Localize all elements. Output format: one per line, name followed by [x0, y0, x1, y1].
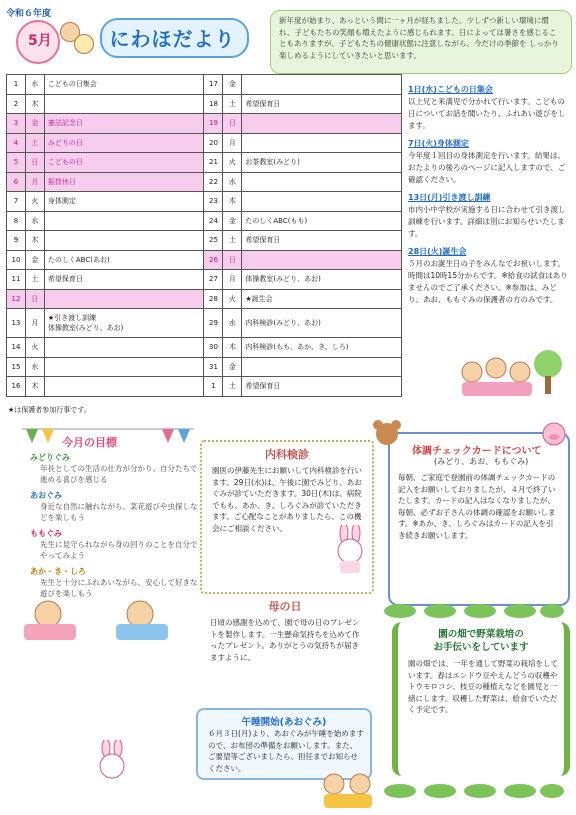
goal-class-name: みどりぐみ [30, 453, 70, 462]
title-banner [100, 18, 245, 54]
calendar-cell [242, 172, 402, 192]
calendar-cell: 20 [204, 133, 223, 153]
bunny-icon [92, 740, 132, 784]
calendar-cell: 憲法記念日 [44, 114, 204, 134]
calendar-cell [44, 338, 204, 358]
health-card-subtitle: (みどり、あお、ももぐみ) [434, 457, 529, 466]
calendar-row [7, 289, 402, 309]
children-writing-illustration-icon [14, 598, 190, 642]
header-logo-area [4, 4, 96, 70]
goal-class-name: あおぐみ [30, 491, 62, 500]
calendar-cell: 土 [223, 94, 242, 114]
notice-title: 7日(火)身体測定 [408, 139, 469, 148]
calendar-note: ★は保護者参加行事です。 [8, 406, 91, 414]
notice-title: 13日(月)引き渡し訓練 [408, 193, 491, 202]
bunny-nurse-icon [330, 525, 370, 575]
pea-pods-icon [380, 780, 566, 802]
notice-title: 28日(火)誕生会 [408, 247, 467, 256]
goal-text: 先生に見守られながら身の回りのことを自分でやってみよう [40, 540, 198, 560]
calendar-cell [44, 231, 204, 251]
goals-title: 今月の目標 [62, 436, 117, 449]
pig-icon [540, 420, 568, 448]
calendar-cell: 金 [25, 250, 44, 270]
calendar-cell: お茶教室(みどり) [242, 153, 402, 173]
month-badge [16, 20, 60, 64]
calendar-cell: 29 [204, 309, 223, 338]
vegetable-subtitle: お手伝いをしています [433, 642, 529, 653]
calendar-cell [242, 75, 402, 95]
calendar-cell: 水 [25, 75, 44, 95]
calendar-cell: 8 [7, 211, 26, 231]
notice-title: 1日(水)こどもの日集会 [408, 85, 493, 94]
calendar-cell: たのしくABC(あお) [44, 250, 204, 270]
calendar-cell: 日 [223, 250, 242, 270]
calendar-cell: ★引き渡し訓練 体操教室(みどり、あお) [44, 309, 204, 338]
calendar-row [7, 172, 402, 192]
calendar-cell: 19 [204, 114, 223, 134]
calendar-cell: 24 [204, 211, 223, 231]
calendar-cell: 土 [223, 377, 242, 397]
calendar-cell: 水 [25, 357, 44, 377]
calendar-cell [242, 133, 402, 153]
children-illustration-icon [452, 342, 564, 408]
calendar-cell: 希望保育日 [242, 231, 402, 251]
nap-start-title: 午睡開始(あおぐみ) [241, 717, 327, 728]
notice-body: 市内小中学校が実施する日に合わせて引き渡し訓練を行います。詳細は別にお知らせいたします。 [408, 205, 566, 238]
goals-list [30, 452, 200, 604]
event-notices [408, 80, 570, 312]
calendar-cell: 水 [25, 211, 44, 231]
calendar-row [7, 270, 402, 290]
health-check-card-box [388, 432, 570, 606]
calendar-cell: 1 [7, 75, 26, 95]
calendar-cell: 6 [7, 172, 26, 192]
calendar-cell: 日 [25, 153, 44, 173]
calendar-cell: ★誕生会 [242, 289, 402, 309]
calendar-row [7, 211, 402, 231]
calendar-cell: 木 [223, 192, 242, 212]
calendar-cell: 31 [204, 357, 223, 377]
calendar-row [7, 377, 402, 397]
calendar-cell: 日 [223, 114, 242, 134]
vegetable-garden-box [392, 622, 570, 776]
calendar-cell: 体操教室(みどり、あお) [242, 270, 402, 290]
calendar-cell: 10 [7, 250, 26, 270]
calendar-row [7, 231, 402, 251]
calendar-cell: 17 [204, 75, 223, 95]
calendar-cell: 1 [204, 377, 223, 397]
calendar-row [7, 250, 402, 270]
calendar-cell: 土 [25, 270, 44, 290]
calendar-cell: 金 [25, 114, 44, 134]
calendar-cell: 11 [7, 270, 26, 290]
calendar-cell: 振替休日 [44, 172, 204, 192]
goal-class-name: ももぐみ [30, 529, 62, 538]
calendar-row [7, 94, 402, 114]
calendar-cell: 火 [25, 192, 44, 212]
calendar-row [7, 153, 402, 173]
mothers-day-box [200, 596, 370, 696]
calendar-cell: 水 [223, 172, 242, 192]
calendar-cell [44, 211, 204, 231]
calendar-cell: 日 [25, 289, 44, 309]
calendar-cell [242, 114, 402, 134]
calendar-cell: 30 [204, 338, 223, 358]
goal-text: 身近な自然に触れながら、菜花遊びや虫探しなどを楽しもう [40, 502, 198, 522]
calendar-cell: 21 [204, 153, 223, 173]
notice-body: 以上兄と来満児で分かれて行います。こどもの日についてお話を聞いたり、ふれあい遊びをします。 [408, 97, 566, 130]
calendar-cell: 月 [25, 309, 44, 338]
calendar-cell: 木 [25, 231, 44, 251]
monthly-goals [22, 425, 198, 598]
calendar-cell [44, 289, 204, 309]
calendar-cell: 15 [7, 357, 26, 377]
calendar-cell: 火 [223, 153, 242, 173]
calendar-cell: 金 [223, 357, 242, 377]
calendar-cell: 希望保育日 [242, 377, 402, 397]
calendar-cell [242, 250, 402, 270]
calendar-cell: 金 [223, 211, 242, 231]
calendar-cell: 22 [204, 172, 223, 192]
health-card-title: 体調チェックカードについて [412, 446, 542, 457]
calendar-cell: 月 [223, 270, 242, 290]
calendar-cell: 希望保育日 [44, 270, 204, 290]
calendar-cell: 火 [25, 338, 44, 358]
vegetable-body: 園の畑では、一年を通して野菜の栽培をしています。春はエンドウ豆やえんどうの収穫やトウモロコシ、枝豆の種植えなどを園児と一緒にします。収穫した野菜は、給食でいただく予定です。 [408, 659, 558, 714]
calendar-cell: 7 [7, 192, 26, 212]
goal-class-name: あか・き・しろ [30, 567, 86, 576]
calendar-cell: たのしくABC(もも) [242, 211, 402, 231]
calendar-cell [242, 192, 402, 212]
medical-body: 園医の伊藤先生にお願いして内科検診を行います。29日(水)は、午後に園でみどり、あおぐみが診ていただきます。30日(木)は、病院でもも、あか、き、しろぐみが診ていただきます。ご心配なことがありましたら、この機会にご相談ください。 [212, 466, 362, 533]
calendar-row [7, 338, 402, 358]
newsletter-title: にわほだより [109, 27, 236, 51]
calendar-cell: 5 [7, 153, 26, 173]
calendar-cell [44, 377, 204, 397]
health-card-body: 毎朝、ご家庭で登園前の体調チェックカードの記入をお願いしておりましたが、４月で終了いたします。カードの記入はなくなりましたが、毎朝、必ずお子さんの体調の確認をお願いします。※あか、き、しろぐみはカードの記入を引き続きお願いします。 [398, 473, 556, 540]
calendar-row [7, 192, 402, 212]
goal-text: 年長としての生活の仕方が分かり、自分たちで進める喜びを感じる [40, 464, 198, 484]
calendar-cell: 16 [7, 377, 26, 397]
calendar-row [7, 309, 402, 338]
calendar-row [7, 114, 402, 134]
calendar-cell: 25 [204, 231, 223, 251]
calendar-cell: 身体測定 [44, 192, 204, 212]
calendar-cell: 28 [204, 289, 223, 309]
calendar-cell: みどりの日 [44, 133, 204, 153]
calendar-cell: 土 [25, 133, 44, 153]
calendar-cell: 12 [7, 289, 26, 309]
calendar-cell: 9 [7, 231, 26, 251]
calendar-row [7, 75, 402, 95]
pea-pods-icon [380, 600, 566, 622]
calendar-cell: 27 [204, 270, 223, 290]
calendar-cell: 木 [223, 338, 242, 358]
notice-body: 今年度１回目の身体測定を行います。結果は、おたよりの後ろのページに記入しますので、ご確認ください。 [408, 151, 566, 184]
calendar-cell: こどもの日集会 [44, 75, 204, 95]
era-label: 令和６年度 [6, 9, 52, 19]
vegetable-title: 園の畑で野菜栽培の [438, 629, 524, 640]
calendar-cell: 18 [204, 94, 223, 114]
calendar-body [7, 75, 402, 397]
nap-start-body: ６月３日(月)より、あおぐみが午睡を始めますので、お布団の準備をお願いします。また、ご要望等ございましたら、担任までお知らせください。 [208, 729, 364, 773]
calendar-cell: 月 [25, 172, 44, 192]
calendar-cell: 内科検診(もも、あか、き、しろ) [242, 338, 402, 358]
calendar-cell: 金 [223, 75, 242, 95]
calendar-cell: 土 [223, 231, 242, 251]
calendar-cell [242, 357, 402, 377]
calendar-cell: 3 [7, 114, 26, 134]
goal-text: 先生と十分にふれあいながら、安心して好きな遊びを楽しもう [40, 578, 198, 598]
children-playing-icon [318, 770, 378, 810]
calendar-row [7, 133, 402, 153]
calendar-cell: 月 [223, 133, 242, 153]
bear-icon [372, 418, 402, 448]
medical-title: 内科検診 [265, 448, 309, 461]
calendar-cell: 火 [223, 289, 242, 309]
calendar-cell: 木 [25, 377, 44, 397]
calendar-cell: 4 [7, 133, 26, 153]
month-label: 5月 [28, 33, 52, 49]
calendar-cell [44, 357, 204, 377]
greeting-box [270, 10, 572, 74]
calendar-cell: 23 [204, 192, 223, 212]
calendar-cell: 木 [25, 94, 44, 114]
notice-body: ５月のお誕生日の子をみんなでお祝いします。時間は10時15分からです。※給食の試食はありませんのでご了承ください。※参加は、みどり、あお、ももぐみの保護者の方のみです。 [408, 259, 568, 304]
child-illustration-icon [74, 34, 94, 54]
calendar-cell [44, 94, 204, 114]
calendar-cell: こどもの日 [44, 153, 204, 173]
calendar-row [7, 357, 402, 377]
calendar-cell: 希望保育日 [242, 94, 402, 114]
calendar-cell: 14 [7, 338, 26, 358]
calendar-cell: 13 [7, 309, 26, 338]
mothers-day-title: 母の日 [268, 600, 302, 613]
mothers-day-body: 日頃の感謝を込めて、園で母の日のプレゼントを製作します。一生懸命気持ちを込めて作ったプレゼント。ありがとうの気持ちが届きますように。 [210, 618, 360, 662]
calendar-cell: 内科検診(みどり、あお) [242, 309, 402, 338]
event-calendar [6, 74, 402, 397]
calendar-cell: 水 [223, 309, 242, 338]
greeting-text: 新年度が始まり、あっという間に一ヶ月が経ちました。少しずつ新しい環境に慣れ、子どもたちの笑顔も増えたように感じられます。日によっては暑さを感じることもありますが、子どもたちの健康状態に注意しながら、今だけの季節を しっかり楽しめるようにしていきたいと思います。 [279, 16, 559, 60]
calendar-cell: 26 [204, 250, 223, 270]
calendar-cell: 2 [7, 94, 26, 114]
